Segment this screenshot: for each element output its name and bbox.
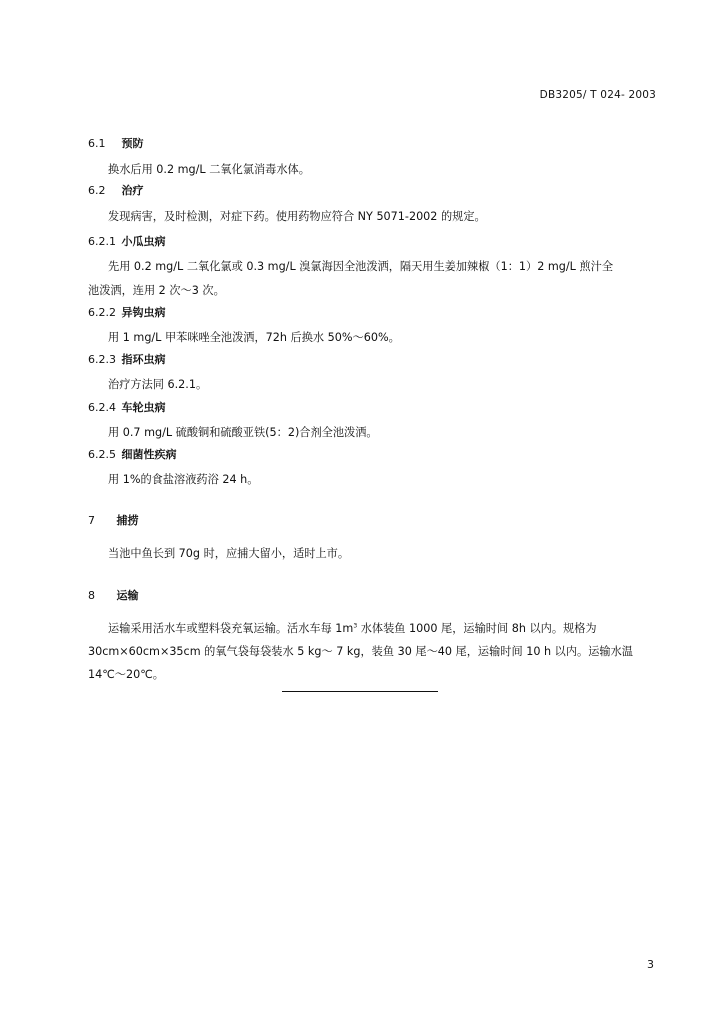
- section-6-1-paragraph: 换水后用 0.2 mg/L 二氧化氯消毒水体。: [108, 163, 310, 176]
- section-6-2-5-heading: [88, 447, 177, 463]
- section-8-paragraph-line-1: [88, 618, 677, 640]
- section-title: 指环虫病: [121, 353, 166, 366]
- section-number: 6.2: [88, 184, 106, 197]
- page-number: 3: [647, 958, 654, 971]
- section-6-2-2-heading: [88, 305, 166, 321]
- section-8-line-1-text-b: 水体装鱼 1000 尾，运输时间 8h 以内。规格为: [357, 622, 597, 635]
- section-6-2-3-heading: [88, 352, 166, 368]
- section-title: 捕捞: [116, 514, 139, 527]
- section-6-2-paragraph: 发现病害，及时检测，对症下药。使用药物应符合 NY 5071-2002 的规定。: [108, 210, 486, 223]
- section-number: 6.2.4: [88, 401, 116, 414]
- section-6-2-5-paragraph: 用 1%的食盐溶液药浴 24 h。: [108, 473, 259, 486]
- section-8-paragraph-line-2: 30cm×60cm×35cm 的氧气袋每袋装水 5 kg～ 7 kg，装鱼 30 尾～40 尾，运输时间 10 h 以内。运输水温: [88, 645, 633, 658]
- section-title: 细菌性疾病: [121, 448, 177, 461]
- document-code: DB3205/ T 024- 2003: [539, 89, 656, 101]
- section-number: 7: [88, 514, 95, 527]
- section-number: 6.2.1: [88, 235, 116, 248]
- section-6-2-3-paragraph: 治疗方法同 6.2.1。: [108, 378, 208, 391]
- section-6-1-heading: [88, 136, 144, 152]
- section-6-2-1-heading: [88, 234, 166, 250]
- section-title: 车轮虫病: [121, 401, 166, 414]
- section-6-2-4-heading: [88, 400, 166, 416]
- section-7-heading: [88, 513, 139, 529]
- section-6-2-4-paragraph: 用 0.7 mg/L 硫酸铜和硫酸亚铁(5：2)合剂全池泼洒。: [108, 426, 378, 439]
- section-8-line-1-text-a: 运输采用活水车或塑料袋充氧运输。活水车每 1m: [108, 622, 354, 635]
- section-title: 异钩虫病: [121, 306, 166, 319]
- section-title: 治疗: [121, 184, 144, 197]
- superscript-three: 3: [353, 622, 358, 630]
- section-number: 6.1: [88, 137, 106, 150]
- section-number: 6.2.5: [88, 448, 116, 461]
- section-6-2-1-paragraph-line-2: 池泼洒，连用 2 次～3 次。: [88, 284, 225, 297]
- section-7-paragraph: 当池中鱼长到 70g 时，应捕大留小，适时上市。: [108, 547, 350, 560]
- end-rule: [282, 691, 438, 692]
- section-title: 运输: [116, 589, 139, 602]
- section-8-heading: [88, 588, 139, 604]
- section-number: 6.2.3: [88, 353, 116, 366]
- section-number: 6.2.2: [88, 306, 116, 319]
- section-number: 8: [88, 589, 95, 602]
- section-6-2-2-paragraph: 用 1 mg/L 甲苯咪唑全池泼洒，72h 后换水 50%～60%。: [108, 331, 400, 344]
- section-title: 小瓜虫病: [121, 235, 166, 248]
- section-6-2-1-paragraph-line-1: 先用 0.2 mg/L 二氧化氯或 0.3 mg/L 溴氯海因全池泼洒，隔天用生姜加辣椒（1：1）2 mg/L 煎汁全: [108, 260, 614, 273]
- section-8-paragraph-line-3: 14℃～20℃。: [88, 668, 164, 681]
- section-6-2-heading: [88, 183, 144, 199]
- section-title: 预防: [121, 137, 144, 150]
